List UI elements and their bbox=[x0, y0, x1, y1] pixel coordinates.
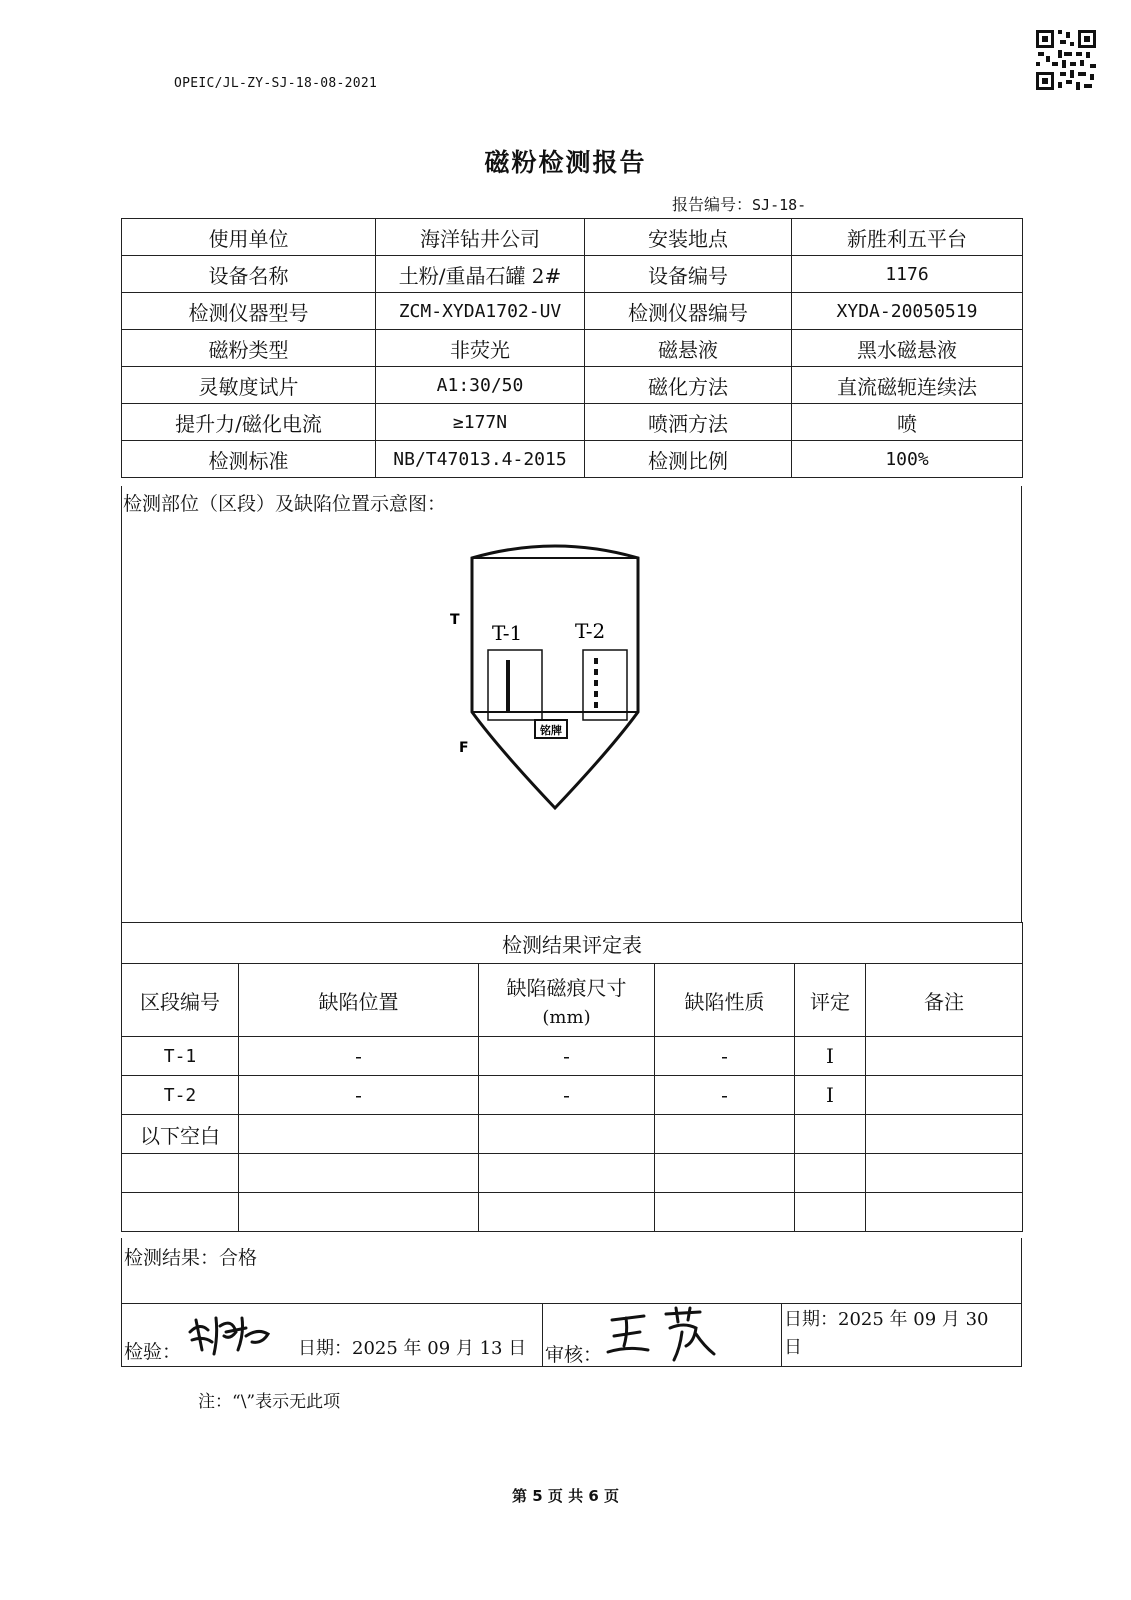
bottom-marker: F bbox=[459, 740, 469, 756]
table-row bbox=[122, 367, 1023, 404]
reviewer-signature bbox=[604, 1306, 724, 1364]
table-cell bbox=[795, 1154, 866, 1193]
table-cell: 新胜利五平台 bbox=[792, 219, 1023, 256]
table-row bbox=[122, 219, 1023, 256]
table-row bbox=[122, 330, 1023, 367]
divider bbox=[542, 1303, 543, 1367]
table-row bbox=[122, 1154, 1023, 1193]
review-date-line: 日 bbox=[784, 1337, 802, 1358]
table-cell: 磁悬液 bbox=[585, 330, 792, 367]
table-cell: 磁化方法 bbox=[585, 367, 792, 404]
table-cell bbox=[866, 1037, 1023, 1076]
table-cell: 土粉/重晶石罐 2# bbox=[376, 256, 585, 293]
column-header: 缺陷性质 bbox=[655, 964, 795, 1037]
conclusion-text: 检测结果：合格 bbox=[124, 1247, 258, 1269]
table-cell: ZCM-XYDA1702-UV bbox=[376, 293, 585, 330]
review-date-line: 日期：2025 年 09 月 30 bbox=[784, 1309, 989, 1330]
table-cell bbox=[479, 1115, 655, 1154]
info-table bbox=[121, 218, 1023, 478]
table-cell: ≥177N bbox=[376, 404, 585, 441]
reviewer-label: 审核： bbox=[545, 1344, 603, 1366]
table-cell bbox=[239, 1115, 479, 1154]
page-title: 磁粉检测报告 bbox=[484, 148, 647, 177]
column-header: 评定 bbox=[795, 964, 866, 1037]
nameplate-label: 铭牌 bbox=[540, 724, 562, 737]
table-cell bbox=[655, 1193, 795, 1232]
table-cell bbox=[122, 1193, 239, 1232]
inspector-signature bbox=[186, 1310, 276, 1358]
table-cell bbox=[239, 1193, 479, 1232]
table-cell: 灵敏度试片 bbox=[122, 367, 376, 404]
region-t2-label: T-2 bbox=[575, 619, 606, 643]
table-cell: - bbox=[655, 1037, 795, 1076]
table-cell bbox=[655, 1154, 795, 1193]
table-cell bbox=[866, 1154, 1023, 1193]
inspector-label: 检验： bbox=[124, 1341, 182, 1363]
footnote: 注：“\”表示无此项 bbox=[198, 1392, 341, 1412]
review-date bbox=[784, 1306, 1014, 1362]
table-row bbox=[122, 441, 1023, 478]
table-cell bbox=[479, 1193, 655, 1232]
table-row bbox=[122, 1076, 1023, 1115]
table-cell: 检测标准 bbox=[122, 441, 376, 478]
table-cell bbox=[866, 1115, 1023, 1154]
column-header-unit: (mm) bbox=[542, 1007, 591, 1028]
table-cell: 直流磁轭连续法 bbox=[792, 367, 1023, 404]
column-header: 区段编号 bbox=[122, 964, 239, 1037]
table-cell: 1176 bbox=[792, 256, 1023, 293]
table-cell: - bbox=[479, 1037, 655, 1076]
table-cell bbox=[795, 1115, 866, 1154]
report-number bbox=[672, 192, 806, 215]
table-cell: - bbox=[655, 1076, 795, 1115]
table-cell: 喷洒方法 bbox=[585, 404, 792, 441]
table-cell: I bbox=[795, 1037, 866, 1076]
table-cell bbox=[866, 1193, 1023, 1232]
table-cell: 非荧光 bbox=[376, 330, 585, 367]
table-cell: 提升力/磁化电流 bbox=[122, 404, 376, 441]
table-cell: 检测比例 bbox=[585, 441, 792, 478]
region-t1-box bbox=[488, 650, 542, 720]
table-row bbox=[122, 1037, 1023, 1076]
table-cell bbox=[655, 1115, 795, 1154]
table-cell: T-1 bbox=[122, 1037, 239, 1076]
table-cell: - bbox=[239, 1037, 479, 1076]
table-row bbox=[122, 404, 1023, 441]
table-cell: 喷 bbox=[792, 404, 1023, 441]
table-cell: I bbox=[795, 1076, 866, 1115]
tank-diagram bbox=[440, 540, 690, 820]
column-header-line: 缺陷磁痕尺寸 bbox=[506, 976, 627, 1000]
table-cell bbox=[866, 1076, 1023, 1115]
table-cell: 海洋钻井公司 bbox=[376, 219, 585, 256]
diagram-label: 检测部位（区段）及缺陷位置示意图： bbox=[123, 493, 447, 515]
table-cell: 检测仪器编号 bbox=[585, 293, 792, 330]
page-number: 第 5 页 共 6 页 bbox=[512, 1487, 619, 1505]
table-cell: 黑水磁悬液 bbox=[792, 330, 1023, 367]
table-row bbox=[122, 923, 1023, 964]
report-number-value: SJ-18- bbox=[752, 196, 807, 214]
column-header: 备注 bbox=[866, 964, 1023, 1037]
table-cell: - bbox=[239, 1076, 479, 1115]
table-header-row bbox=[122, 964, 1023, 1037]
region-t1-label: T-1 bbox=[492, 621, 523, 645]
table-cell: A1:30/50 bbox=[376, 367, 585, 404]
divider bbox=[781, 1303, 782, 1367]
column-header: 缺陷位置 bbox=[239, 964, 479, 1037]
region-t2-box bbox=[583, 650, 627, 720]
table-row bbox=[122, 256, 1023, 293]
report-number-label: 报告编号： bbox=[672, 195, 753, 214]
table-cell: XYDA-20050519 bbox=[792, 293, 1023, 330]
table-cell: 100% bbox=[792, 441, 1023, 478]
inspect-date: 日期：2025 年 09 月 13 日 bbox=[298, 1338, 527, 1359]
table-cell: 安装地点 bbox=[585, 219, 792, 256]
table-row bbox=[122, 1115, 1023, 1154]
result-table bbox=[121, 922, 1023, 1232]
table-cell: 以下空白 bbox=[122, 1115, 239, 1154]
table-cell bbox=[795, 1193, 866, 1232]
table-cell: T-2 bbox=[122, 1076, 239, 1115]
table-cell bbox=[239, 1154, 479, 1193]
table-cell bbox=[479, 1154, 655, 1193]
table-cell: 检测仪器型号 bbox=[122, 293, 376, 330]
table-cell: 设备名称 bbox=[122, 256, 376, 293]
table-cell bbox=[122, 1154, 239, 1193]
qr-code-icon bbox=[1034, 28, 1098, 92]
table-cell: 使用单位 bbox=[122, 219, 376, 256]
tank-outline bbox=[472, 546, 638, 808]
table-cell: - bbox=[479, 1076, 655, 1115]
table-cell: 设备编号 bbox=[585, 256, 792, 293]
table-cell: NB/T47013.4-2015 bbox=[376, 441, 585, 478]
document-code: OPEIC/JL-ZY-SJ-18-08-2021 bbox=[174, 76, 378, 91]
column-header bbox=[479, 964, 655, 1037]
result-table-title: 检测结果评定表 bbox=[122, 923, 1023, 964]
table-row bbox=[122, 293, 1023, 330]
top-marker: T bbox=[450, 612, 460, 628]
table-row bbox=[122, 1193, 1023, 1232]
table-cell: 磁粉类型 bbox=[122, 330, 376, 367]
